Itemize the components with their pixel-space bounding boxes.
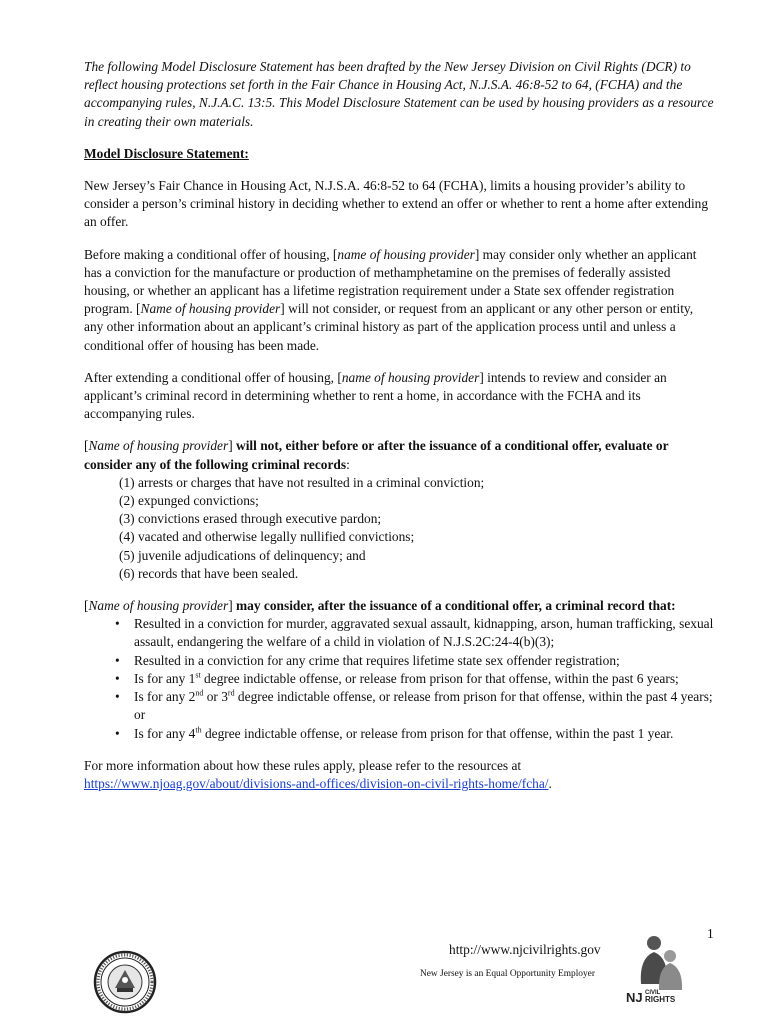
intro-paragraph: The following Model Disclosure Statement has been drafted by the New Jersey Division on Civil Rights (DCR) to reflect housing protections set forth in the Fair Chance in Housing Act, N.J.S.A. 46:8-52 to 64, (FCHA) and the accompanying rules, N.J.A.C. 13:5. This Model Disclosure Statement can be used by housing providers as a resource in creating their own materials. [84, 59, 714, 129]
list-item: • Is for any 2nd or 3rd degree indictable offense, or release from prison for that offense, within the past 4 years; or [115, 688, 713, 723]
list-item: (3) convictions erased through executive pardon; [119, 511, 382, 527]
nj-civil-rights-logo-icon [625, 932, 693, 1004]
provider-placeholder: Name of housing provider [88, 438, 229, 454]
bullet-icon: • [115, 725, 120, 741]
paragraph-fcha-overview: New Jersey’s Fair Chance in Housing Act, N.J.S.A. 46:8-52 to 64 (FCHA), limits a housing provider’s ability to consider a person’s criminal history in deciding whether to extend an offer or whether to rent a home after extending an offer. [84, 178, 709, 230]
logo-text-nj: NJ [626, 990, 643, 1004]
provider-placeholder: Name of housing provider [88, 598, 229, 614]
bullet-icon: • [115, 616, 120, 632]
list-item: (5) juvenile adjudications of delinquency; and [119, 547, 366, 563]
footer-employer-statement: New Jersey is an Equal Opportunity Employer [420, 969, 595, 979]
attorney-general-seal-icon [93, 950, 157, 1014]
list-item: (4) vacated and otherwise legally nullified convictions; [119, 529, 415, 545]
section-heading: Model Disclosure Statement: [84, 145, 249, 161]
list-item: (6) records that have been sealed. [119, 565, 299, 581]
paragraph-may-consider: [Name of housing provider] may consider, after the issuance of a conditional offer, a criminal record that: [84, 598, 676, 614]
list-item: (2) expunged convictions; [119, 493, 259, 509]
paragraph-will-not-consider: [Name of housing provider] will not, either before or after the issuance of a conditional offer, evaluate or consider any of the following criminal records: [84, 438, 669, 472]
page-number: 1 [707, 926, 714, 941]
document-body [84, 58, 714, 793]
list-item: • Is for any 1st degree indictable offense, or release from prison for that offense, within the past 6 years; [84, 670, 714, 688]
fcha-resources-link[interactable]: https://www.njoag.gov/about/divisions-and-offices/division-on-civil-rights-home/fcha/ [84, 775, 549, 791]
bullet-icon: • [115, 689, 120, 705]
logo-text-rights: RIGHTS [645, 995, 676, 1004]
bullet-icon: • [115, 670, 120, 686]
bullet-icon: • [115, 652, 120, 668]
list-item: (1) arrests or charges that have not resulted in a criminal conviction; [119, 474, 485, 490]
paragraph-after-offer: After extending a conditional offer of housing, [name of housing provider] intends to review and consider an applicant’s criminal record in determining whether to rent a home, in accordance with the FCHA and its accompanying rules. [84, 369, 667, 422]
provider-placeholder: name of housing provider [341, 369, 480, 385]
logo-text-civil: CIVIL [645, 990, 661, 996]
paragraph-before-offer: Before making a conditional offer of housing, [name of housing provider] may consider only whether an applicant has a conviction for the manufacture or production of methamphetamine on the premises of federally assisted housing, or whether an applicant has a lifetime registration requirement under a State sex offender registration program. [Name of housing provider] will not consider, or request from an applicant or any other person or entity, any other information about an applicant’s criminal history as part of the application process until and unless a conditional offer of housing has been made. [84, 246, 697, 353]
may-consider-list [84, 615, 714, 742]
list-item: • Resulted in a conviction for any crime that requires lifetime state sex offender registration; [84, 652, 714, 670]
footer-url: http://www.njcivilrights.gov [449, 942, 601, 957]
provider-placeholder: name of housing provider [337, 246, 475, 262]
paragraph-more-info: For more information about how these rules apply, please refer to the resources at https://www.njoag.gov/about/divisions-and-offices/division-on-civil-rights-home/fcha/. [84, 757, 552, 791]
not-considered-list [84, 474, 714, 583]
list-item: • Resulted in a conviction for murder, aggravated sexual assault, kidnapping, arson, human trafficking, sexual assault, endangering the welfare of a child in violation of N.J.S.2C:24-4(b)(3); [115, 616, 714, 650]
provider-placeholder: Name of housing provider [140, 301, 281, 317]
list-item: • Is for any 4th degree indictable offense, or release from prison for that offense, within the past 1 year. [84, 725, 714, 743]
